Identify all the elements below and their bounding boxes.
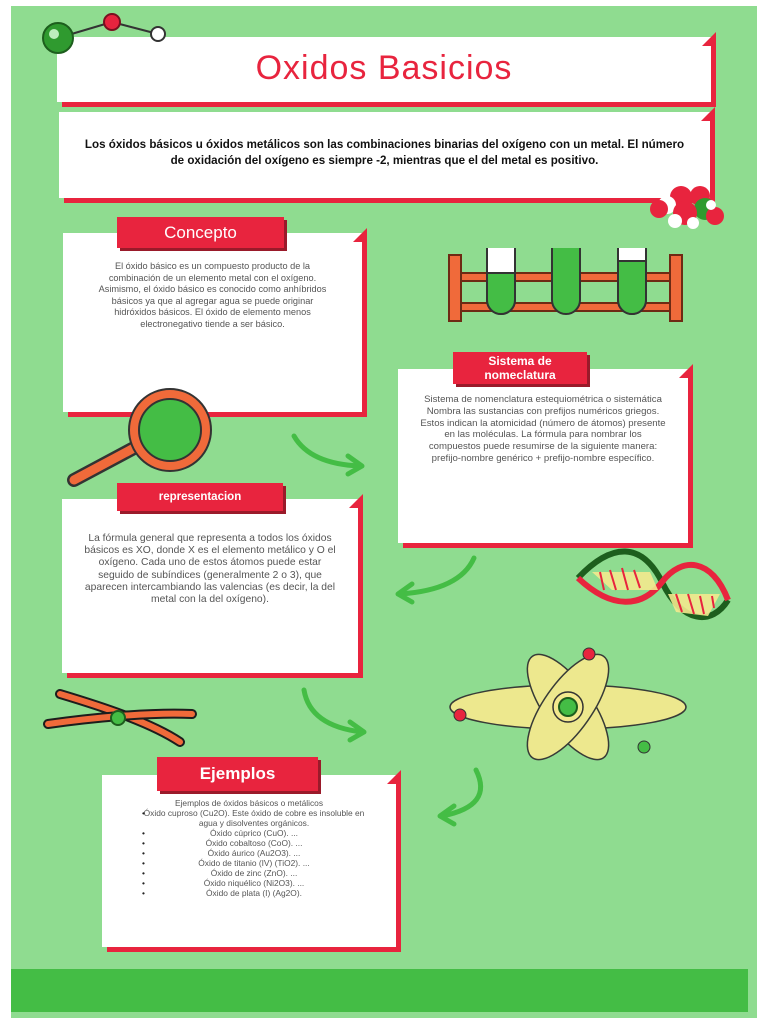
list-item: • Óxido de zinc (ZnO). ... [142,868,366,878]
test-tube-rack-icon [445,245,690,325]
list-item: • Óxido cobaltoso (CoO). ... [142,838,366,848]
list-item: • Óxido niquélico (Ni2O3). ... [142,878,366,888]
magnifier-icon [64,400,224,492]
curved-arrow-icon [300,686,370,744]
dna-icon [572,550,737,640]
concepto-heading: Concepto [117,217,284,248]
molecule-cluster-icon [645,183,730,233]
representacion-card-fold [349,494,363,508]
page-title: Oxidos Basicios [255,49,513,87]
curved-arrow-icon [290,430,370,480]
ejemplos-card [102,775,396,947]
concepto-card [63,233,362,412]
nomenclatura-card [398,369,688,543]
representacion-text: La fórmula general que representa a todos los óxidos básicos es XO, donde X es el elemento metálico y O el oxígeno. Cada uno de estos átomos puede estar seguido de subíndices (generalmente 2 o 3), que aparecen intercambiando las valencias (es decir, la del metal con la del oxígeno). [84,533,336,606]
title-card-fold [702,32,716,46]
curved-arrow-icon [390,552,480,604]
list-item: • Óxido de plata (I) (Ag2O). [142,888,366,898]
representacion-card [62,499,358,673]
footer-bar [11,969,748,1012]
representacion-heading: representacion [117,483,283,511]
intro-text: Los óxidos básicos u óxidos metálicos son las combinaciones binarias del oxígeno con un metal. El número de oxidación del oxígeno es siempre -2, mientras que el del metal es positivo. [84,138,685,167]
atom-icon [448,645,693,770]
ejemplos-intro: Ejemplos de óxidos básicos o metálicos [174,798,324,808]
ejemplos-heading: Ejemplos [157,757,318,791]
nomenclatura-text: Sistema de nomenclatura estequiométrica o sistemática Nombra las sustancias con prefijos numéricos griegos. Estos indican la atomicidad (número de átomos) presente en las moléculas. La fórmula para nombrar los compuestos puede resumirse de la siguiente manera: prefijo-nombre genérico + prefijo-nombre específico. [420,394,666,464]
ejemplos-list [142,808,366,898]
nomenclatura-heading: Sistema de nomeclatura [453,352,587,384]
concepto-text: El óxido básico es un compuesto producto de la combinación de un elemento metal con el oxígeno. Asimismo, el óxido básico es conocido como anhíbridos básicos ya que al agregar agua se puede originar hidróxidos básicos. El óxido de elemento menos electronegativo tiende a ser básico. [98,261,327,329]
curved-arrow-icon [432,766,492,832]
intro-card-fold [701,107,715,121]
chromosome-icon [40,688,200,750]
list-item: • Óxido de titanio (IV) (TiO2). ... [142,858,366,868]
list-item: • Óxido áurico (Au2O3). ... [142,848,366,858]
concepto-card-fold [353,228,367,242]
ejemplos-card-fold [387,770,401,784]
list-item: • Óxido cúprico (CuO). ... [142,828,366,838]
molecule-icon [30,10,170,60]
list-item: • Óxido cuproso (Cu2O). Este óxido de cobre es insoluble en agua y disolventes orgánicos. [142,808,366,828]
intro-card [59,112,710,198]
nomenclatura-card-fold [679,364,693,378]
